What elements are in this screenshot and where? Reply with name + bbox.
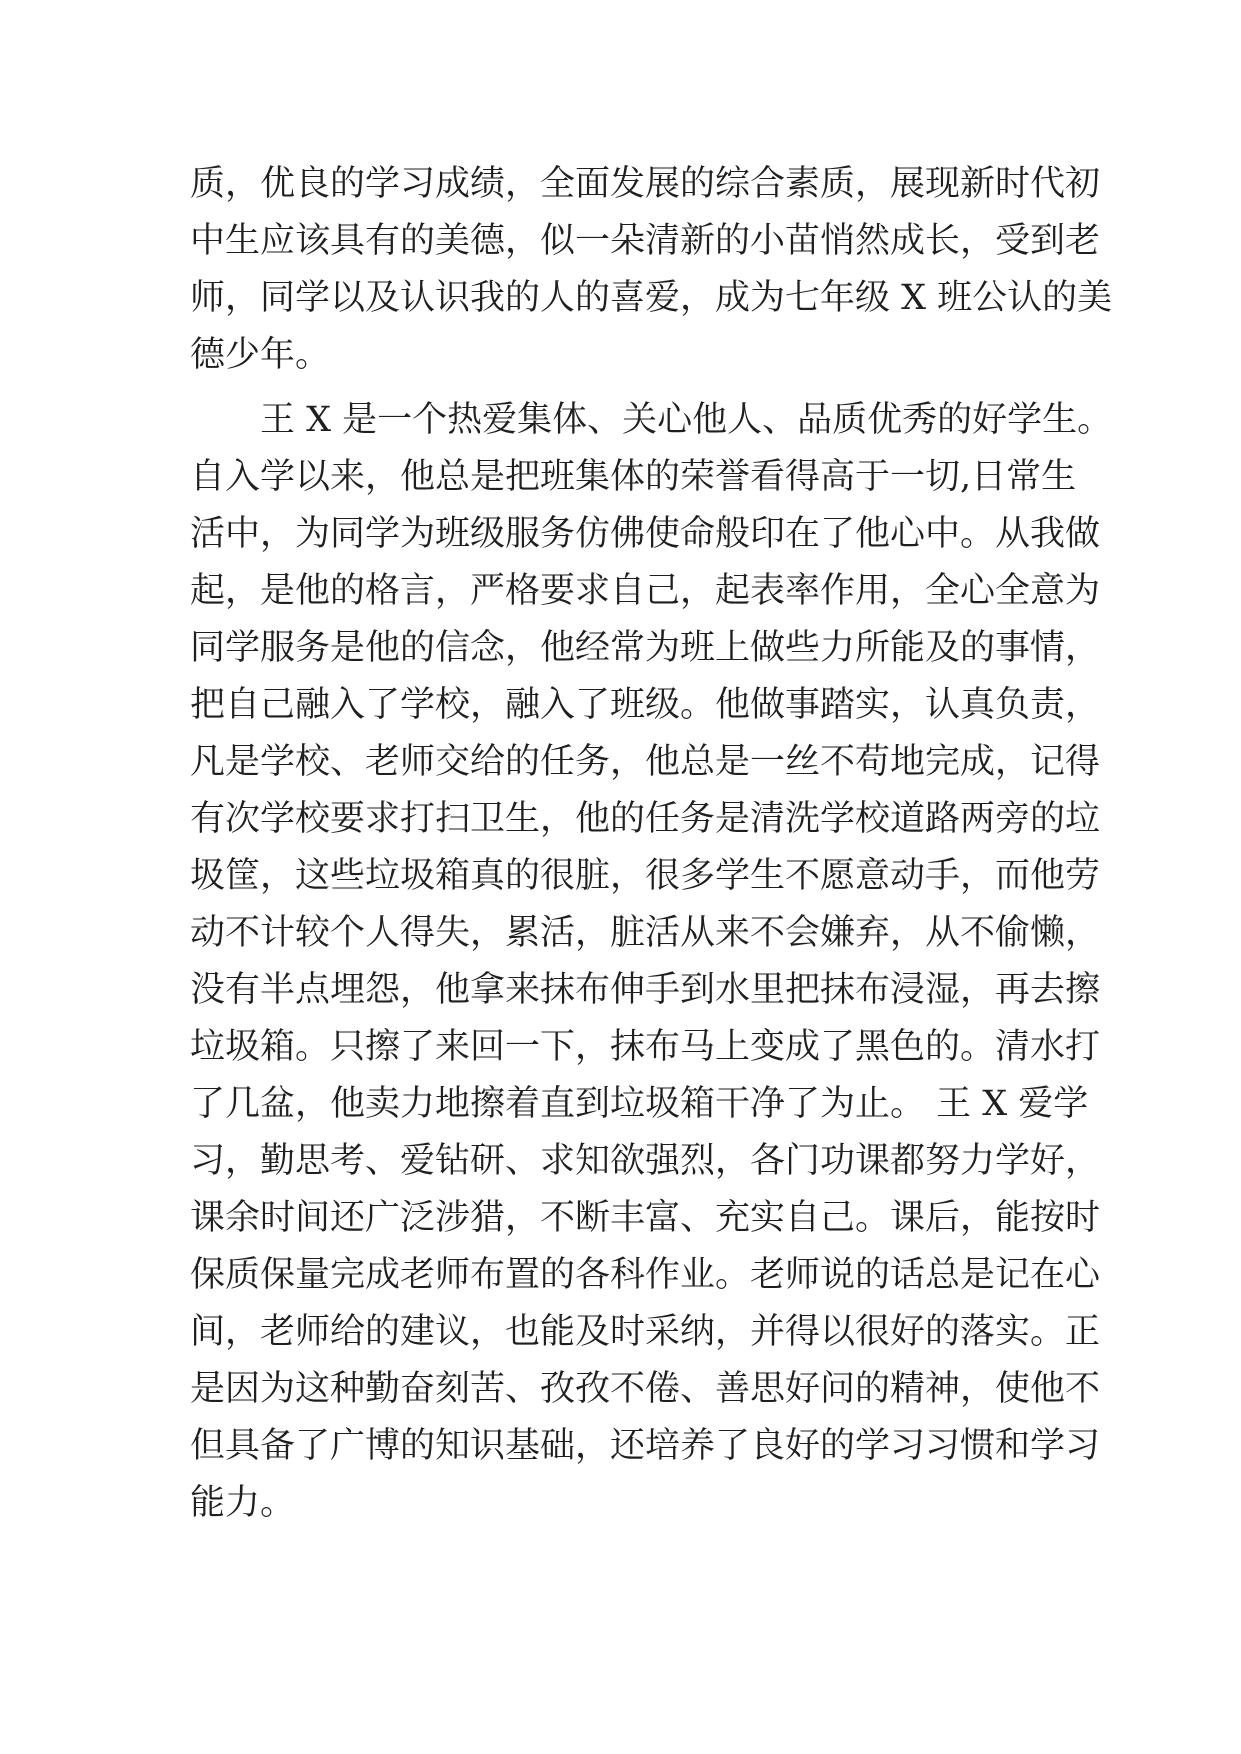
text-line: 是因为这种勤奋刻苦、孜孜不倦、善思好问的精神，使他不 (190, 1369, 1101, 1409)
text-line: 中生应该具有的美德，似一朵清新的小苗悄然成长，受到老 (190, 221, 1101, 261)
text-line: 没有半点埋怨，他拿来抹布伸手到水里把抹布浸湿，再去擦 (190, 970, 1101, 1010)
text-line: 但具备了广博的知识基础，还培养了良好的学习习惯和学习 (190, 1426, 1101, 1466)
paragraph-2 (190, 392, 1113, 1532)
text-line: 课余时间还广泛涉猎，不断丰富、充实自己。课后，能按时 (190, 1198, 1101, 1238)
text-line: 王 X 是一个热爱集体、关心他人、品质优秀的好学生。 (190, 400, 1113, 440)
text-line: 间，老师给的建议，也能及时采纳，并得以很好的落实。正 (190, 1312, 1101, 1352)
text-line: 质，优良的学习成绩，全面发展的综合素质，展现新时代初 (190, 164, 1101, 204)
text-line: 了几盆，他卖力地擦着直到垃圾箱干净了为止。 王 X 爱学 (190, 1084, 1089, 1124)
text-line: 德少年。 (190, 335, 331, 375)
paragraph-1 (190, 156, 1113, 384)
text-line: 保质保量完成老师布置的各科作业。老师说的话总是记在心 (190, 1255, 1101, 1295)
text-line: 师，同学以及认识我的人的喜爱，成为七年级 X 班公认的美 (190, 278, 1113, 318)
text-line: 垃圾箱。只擦了来回一下，抹布马上变成了黑色的。清水打 (190, 1027, 1101, 1067)
text-line: 习，勤思考、爱钻研、求知欲强烈，各门功课都努力学好， (190, 1141, 1101, 1181)
document-body (190, 156, 1113, 1532)
text-line: 自入学以来，他总是把班集体的荣誉看得高于一切,日常生 (190, 457, 1077, 497)
text-line: 圾筐，这些垃圾箱真的很脏，很多学生不愿意动手，而他劳 (190, 856, 1101, 896)
text-line: 能力。 (190, 1483, 296, 1523)
text-line: 把自己融入了学校，融入了班级。他做事踏实，认真负责， (190, 685, 1101, 725)
text-line: 活中，为同学为班级服务仿佛使命般印在了他心中。从我做 (190, 514, 1101, 554)
text-line: 同学服务是他的信念，他经常为班上做些力所能及的事情， (190, 628, 1101, 668)
text-line: 凡是学校、老师交给的任务，他总是一丝不苟地完成，记得 (190, 742, 1101, 782)
text-line: 有次学校要求打扫卫生，他的任务是清洗学校道路两旁的垃 (190, 799, 1101, 839)
text-line: 起，是他的格言，严格要求自己，起表率作用，全心全意为 (190, 571, 1101, 611)
text-line: 动不计较个人得失，累活，脏活从来不会嫌弃，从不偷懒， (190, 913, 1101, 953)
paragraph-gap (190, 384, 1070, 392)
